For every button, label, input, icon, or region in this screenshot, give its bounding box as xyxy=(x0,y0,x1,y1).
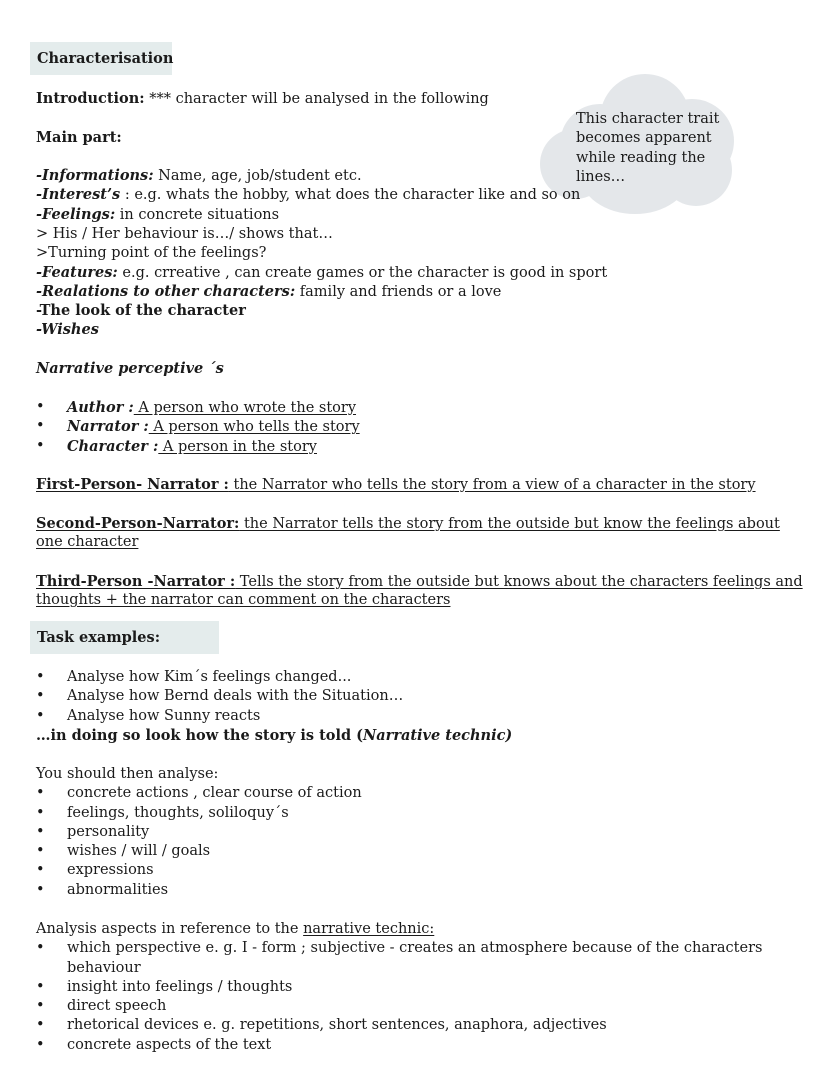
second-person-narrator-cont: one character xyxy=(36,534,139,551)
main-part-heading: Main part: xyxy=(36,129,122,146)
aspects-intro: Analysis aspects in reference to the narrative technic: xyxy=(36,921,435,937)
second-person-narrator: Second-Person-Narrator: the Narrator tells the story from the outside but know the feelings about xyxy=(36,515,780,532)
analyse-intro: You should then analyse: xyxy=(36,766,219,782)
third-person-narrator-cont: thoughts + the narrator can comment on the characters xyxy=(36,592,451,609)
page-title: Characterisation xyxy=(30,42,172,75)
main-item: -Wishes xyxy=(36,321,99,339)
main-item: > His / Her behaviour is…/ shows that… xyxy=(36,225,333,242)
introduction-label: Introduction: xyxy=(36,90,145,107)
main-item: -Interest’s : e.g. whats the hobby, what does the character like and so on xyxy=(36,186,581,204)
first-person-narrator: First-Person- Narrator : the Narrator who tells the story from a view of a character in the story xyxy=(36,476,756,493)
main-item: -The look of the character xyxy=(36,302,246,320)
doing-so-line: …in doing so look how the story is told (Narrative technic) xyxy=(36,727,513,744)
main-item: -Realations to other characters: family and friends or a love xyxy=(36,282,502,300)
task-heading: Task examples: xyxy=(30,621,219,654)
main-item: >Turning point of the feelings? xyxy=(36,245,267,262)
narrative-heading: Narrative perceptive ´s xyxy=(36,360,224,377)
main-item: -Features: e.g. crreative , can create games or the character is good in sport xyxy=(36,263,608,281)
cloud-text: This character trait becomes apparent while reading the lines… xyxy=(576,111,720,185)
introduction-text: *** character will be analysed in the following xyxy=(144,91,489,107)
introduction-line xyxy=(36,89,489,109)
main-item: -Informations: Name, age, job/student etc. xyxy=(36,167,362,184)
third-person-narrator: Third-Person -Narrator : Tells the story from the outside but knows about the characters feelings and xyxy=(36,573,803,590)
main-item: -Feelings: in concrete situations xyxy=(36,205,280,223)
